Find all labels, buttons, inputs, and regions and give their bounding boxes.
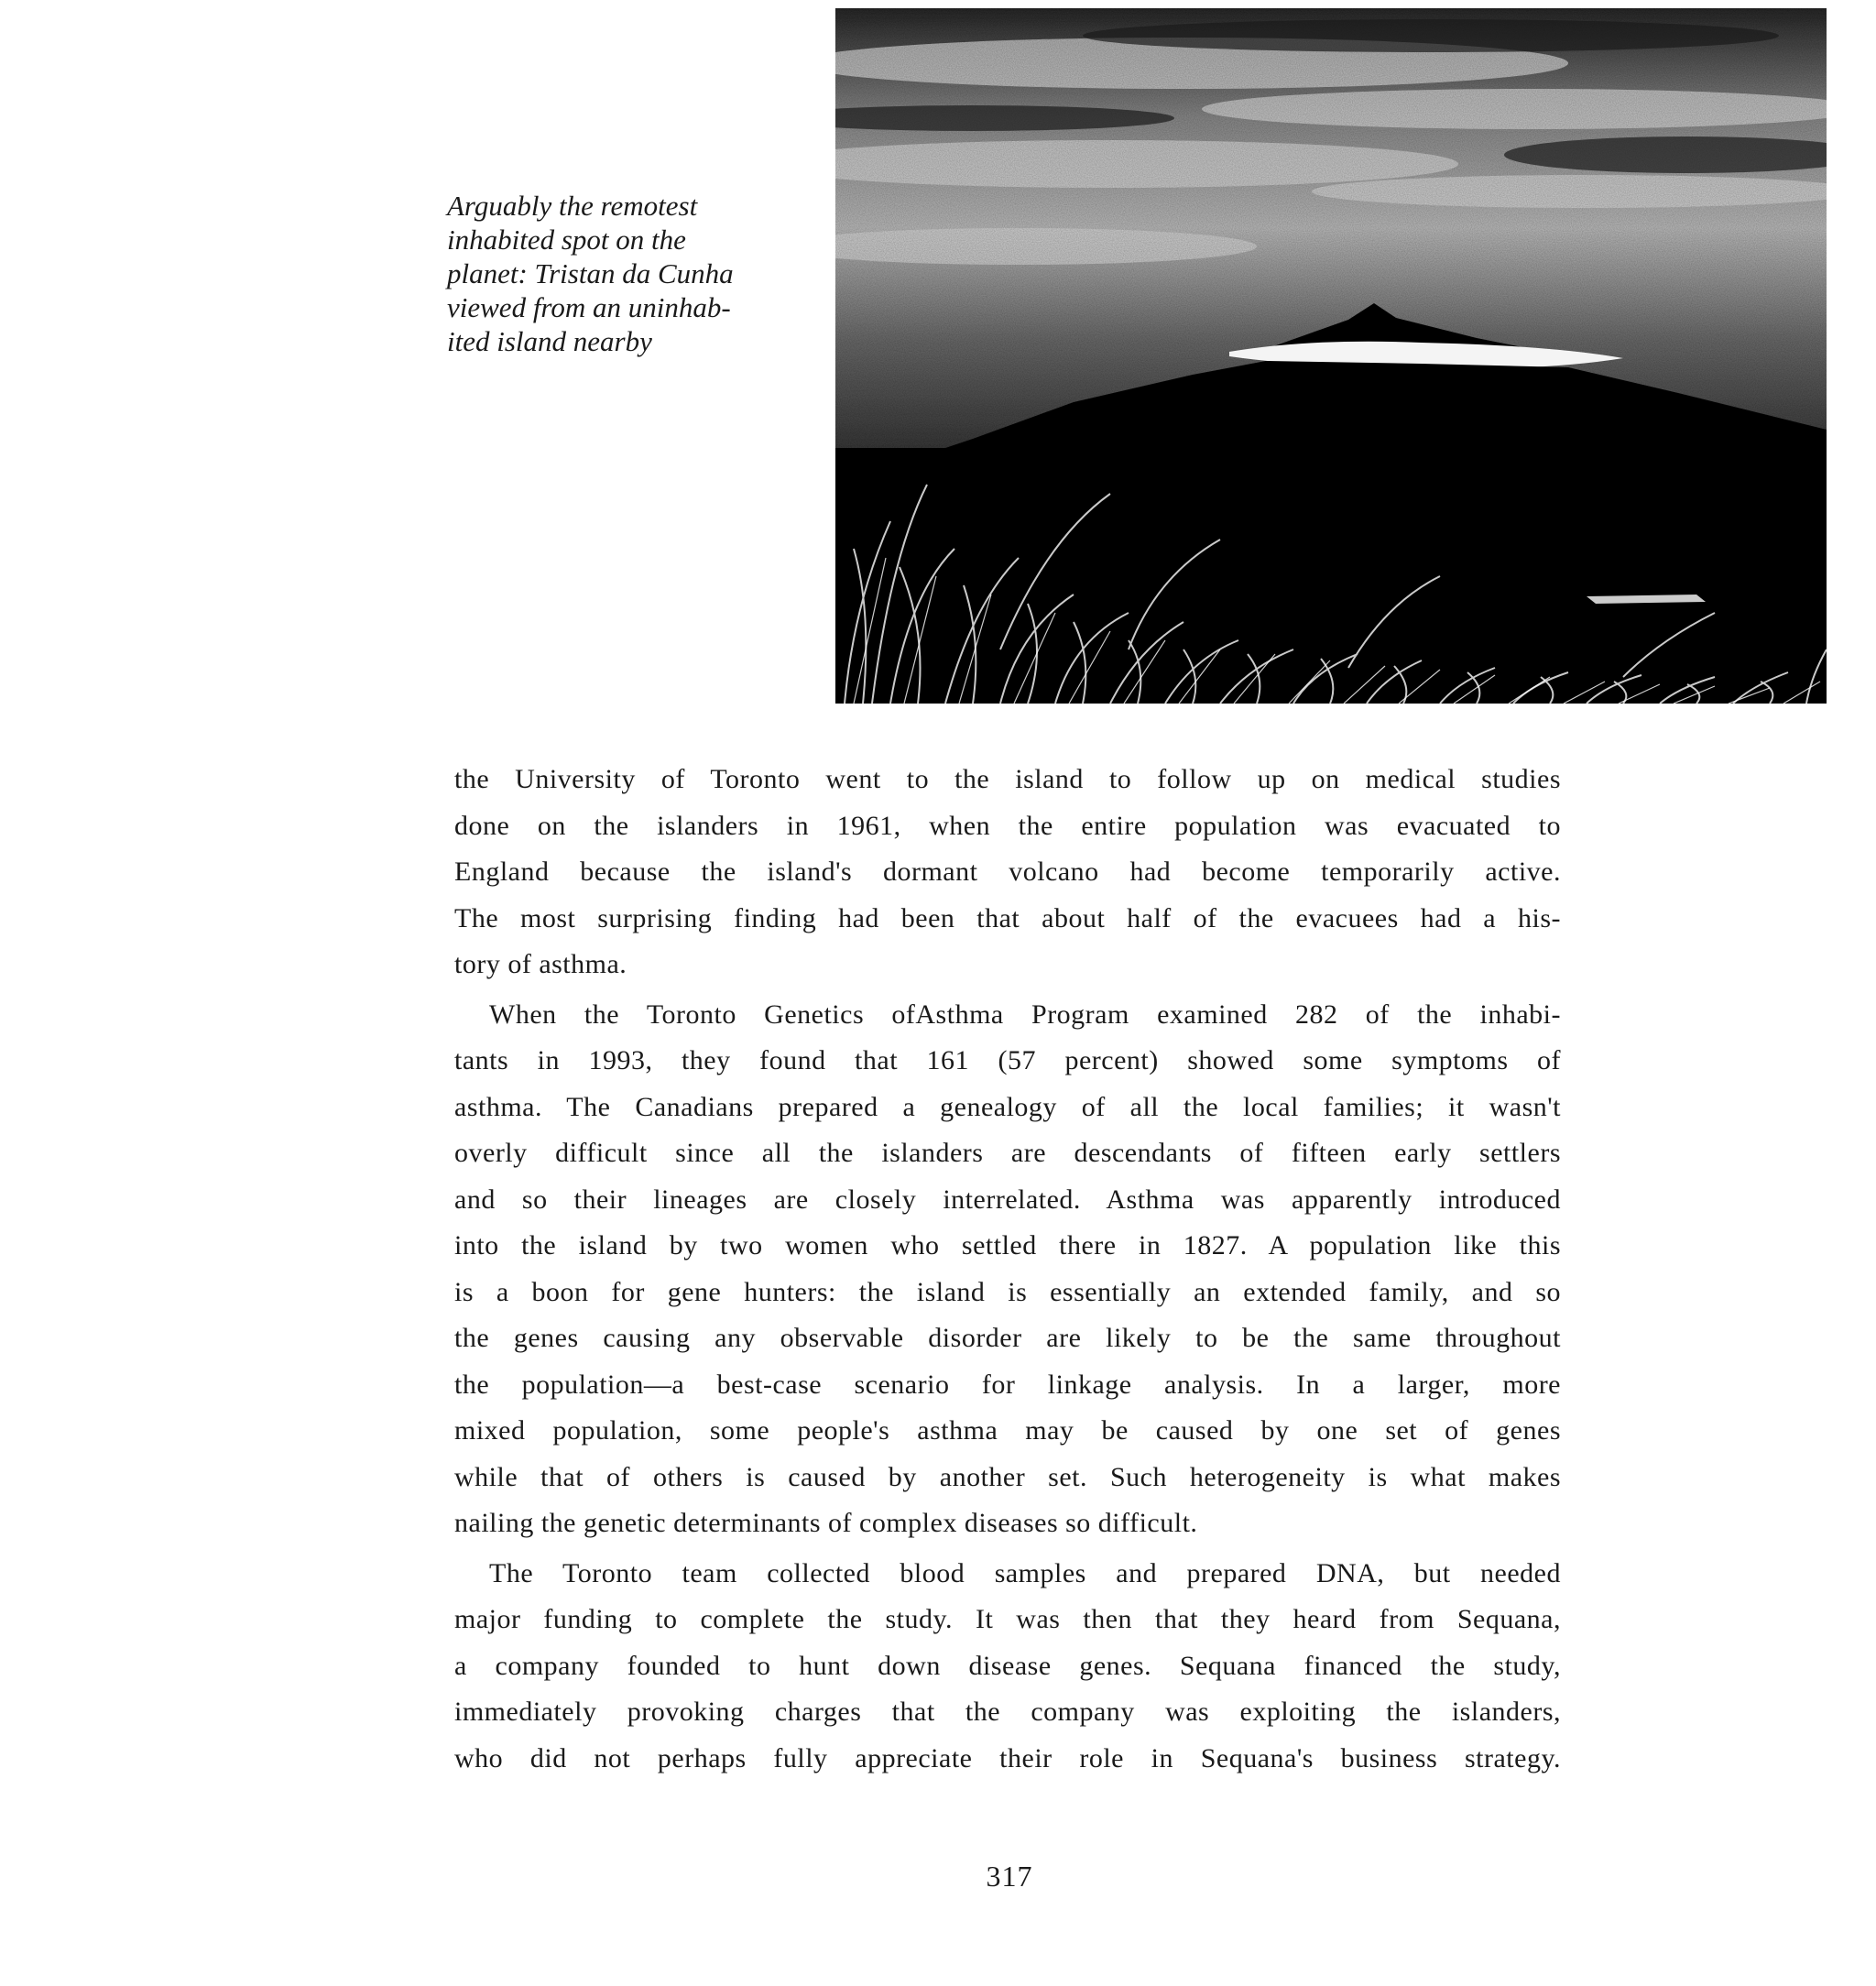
text-line: overly difficult since all the islanders are descendants of fifteen early settlers xyxy=(454,1138,1561,1168)
text-line: and so their lineages are closely interrelated. Asthma was apparently introduced xyxy=(454,1184,1561,1215)
caption-line: inhabited spot on the xyxy=(447,224,686,256)
text-line: immediately provoking charges that the company was exploiting the islanders, xyxy=(454,1697,1561,1727)
text-line: major funding to complete the study. It was then that they heard from Sequana, xyxy=(454,1604,1561,1634)
text-line: is a boon for gene hunters: the island is essentially an extended family, and so xyxy=(454,1276,1561,1307)
caption-line: Arguably the remotest xyxy=(447,190,698,222)
text-line: into the island by two women who settled there in 1827. A population like this xyxy=(454,1230,1561,1260)
text-line: The Toronto team collected blood samples and prepared DNA, but needed xyxy=(489,1557,1561,1588)
photo-caption xyxy=(447,189,777,358)
article-body xyxy=(454,757,1561,1782)
text-line: the genes causing any observable disorder are likely to be the same throughout xyxy=(454,1323,1561,1353)
text-line: done on the islanders in 1961, when the entire population was evacuated to xyxy=(454,810,1561,841)
text-line: the population—a best-case scenario for linkage analysis. In a larger, more xyxy=(454,1369,1561,1400)
text-line: a company founded to hunt down disease genes. Sequana financed the study, xyxy=(454,1650,1561,1681)
text-line: tory of asthma. xyxy=(454,949,627,979)
paragraph xyxy=(454,992,1561,1547)
text-line: nailing the genetic determinants of complex diseases so difficult. xyxy=(454,1508,1198,1538)
text-line: tants in 1993, they found that 161 (57 percent) showed some symptoms of xyxy=(454,1045,1561,1075)
text-line: who did not perhaps fully appreciate their role in Sequana's business strategy. xyxy=(454,1742,1561,1773)
text-line: The most surprising finding had been that about half of the evacuees had a his- xyxy=(454,902,1561,933)
page-number: 317 xyxy=(986,1860,1033,1893)
caption-line: ited island nearby xyxy=(447,325,652,357)
paragraph xyxy=(454,1551,1561,1783)
text-line: asthma. The Canadians prepared a genealogy of all the local families; it wasn't xyxy=(454,1091,1561,1122)
text-line: mixed population, some people's asthma may be caused by one set of genes xyxy=(454,1415,1561,1446)
text-line: while that of others is caused by another set. Such heterogeneity is what makes xyxy=(454,1461,1561,1492)
caption-line: planet: Tristan da Cunha xyxy=(447,257,734,289)
text-line: When the Toronto Genetics ofAsthma Program examined 282 of the inhabi- xyxy=(489,998,1561,1030)
text-line: England because the island's dormant volcano had become temporarily active. xyxy=(454,857,1561,887)
paragraph xyxy=(454,757,1561,988)
text-line: the University of Toronto went to the island to follow up on medical studies xyxy=(454,764,1561,794)
caption-line: viewed from an uninhab- xyxy=(447,291,731,323)
tristan-da-cunha-photo xyxy=(835,8,1827,704)
